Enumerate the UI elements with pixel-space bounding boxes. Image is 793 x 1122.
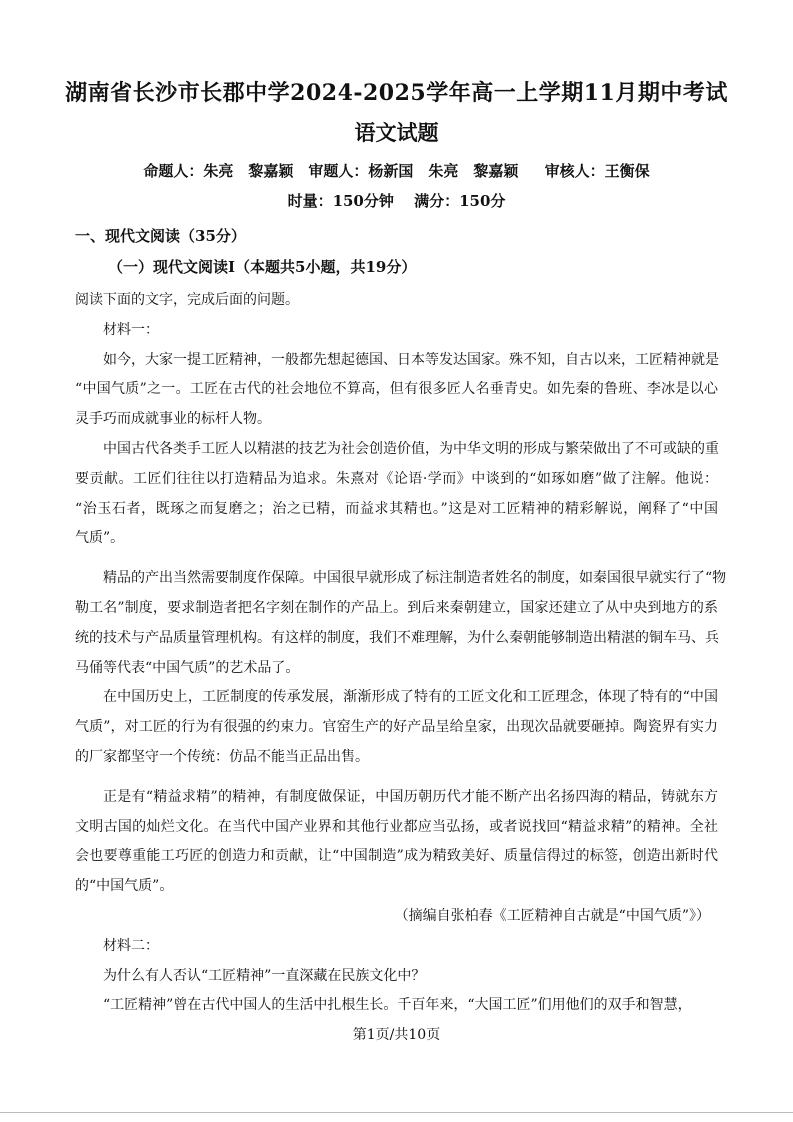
paragraph-line: 在中国历史上，工匠制度的传承发展，渐渐形成了特有的工匠文化和工匠理念，体现了特有的“中国 [103, 689, 718, 706]
paragraph-line: 统的技术与产品质量管理机构。有这样的制度，我们不难理解，为什么秦朝能够制造出精湛的铜车马、兵 [75, 629, 719, 646]
paragraph-line: 气质”。 [75, 530, 125, 547]
paragraph-line: 正是有“精益求精”的精神，有制度做保证，中国历朝历代才能不断产出名扬四海的精品，铸就东方 [103, 788, 718, 805]
paragraph [75, 435, 718, 564]
paragraph [75, 783, 718, 902]
paragraph [75, 346, 718, 435]
subsection-heading: （一）现代文阅读Ⅰ（本题共5小题，共19分） [108, 258, 417, 276]
paragraph-line: 灵手巧而成就事业的标杆人物。 [75, 411, 271, 428]
exam-title: 湖南省长沙市长郡中学2024-2025学年高一上学期11月期中考试 [65, 80, 728, 106]
page-number: 第1页/共10页 [352, 1027, 441, 1043]
passage [75, 286, 727, 1021]
material-2-question: 为什么有人否认“工匠精神”一直深藏在民族文化中？ [103, 967, 426, 984]
material-2-label: 材料二： [103, 937, 159, 954]
paragraph-line: “中国气质”之一。工匠在古代的社会地位不算高，但有很多匠人名垂青史。如先秦的鲁班、李冰是以心 [75, 381, 718, 398]
material-1-paragraphs [75, 346, 727, 902]
exam-subtitle: 语文试题 [354, 120, 439, 145]
page-edge-divider [0, 1112, 793, 1113]
paragraph [75, 683, 718, 782]
exam-time-score: 时量：150分钟 满分：150分 [287, 192, 506, 210]
paragraph-line: 要贡献。工匠们往往以打造精品为追求。朱熹对《论语·学而》中谈到的“如琢如磨”做了注解。他说： [75, 470, 718, 487]
section-heading: 一、现代文阅读（35分） [75, 227, 246, 245]
paragraph-line: 中国古代各类手工匠人以精湛的技艺为社会创造价值，为中华文明的形成与繁荣做出了不可或缺的重 [103, 440, 719, 457]
material-1-label: 材料一： [103, 321, 159, 338]
instruction: 阅读下面的文字，完成后面的问题。 [75, 292, 299, 308]
paragraph-line: 的“中国气质”。 [75, 878, 174, 895]
paragraph-line: 的厂家都坚守一个传统：仿品不能当正品出售。 [75, 748, 369, 765]
paragraph-line: 精品的产出当然需要制度作保障。中国很早就形成了标注制造者姓名的制度，如秦国很早就实行了“物 [103, 570, 727, 587]
material-2-line: “工匠精神”曾在古代中国人的生活中扎根生长。千百年来，“大国工匠”们用他们的双手和智慧， [103, 997, 692, 1014]
paragraph-line: 马俑等代表“中国气质”的艺术品了。 [75, 659, 300, 676]
paragraph-line: 气质”，对工匠的行为有很强的约束力。官窑生产的好产品呈给皇家，出现次品就要砸掉。陶瓷界有实力 [75, 719, 718, 736]
source-citation: （摘编自张柏春《工匠精神自古就是“中国气质”》） [394, 907, 710, 924]
paragraph [75, 564, 727, 683]
paragraph-line: “治玉石者，既琢之而复磨之；治之已精，而益求其精也。”这是对工匠精神的精彩解说，阐释了“中国 [75, 500, 718, 517]
paragraph-line: 勒工名”制度，要求制造者把名字刻在制作的产品上。到后来秦朝建立，国家还建立了从中央到地方的系 [75, 599, 718, 616]
paragraph-line: 如今，大家一提工匠精神，一般都先想起德国、日本等发达国家。殊不知，自古以来，工匠精神就是 [103, 351, 719, 368]
exam-authors: 命题人：朱亮 黎嘉颖 审题人：杨新国 朱亮 黎嘉颖 审核人：王衡保 [143, 162, 650, 180]
paragraph-line: 会也要尊重能工巧匠的创造力和贡献，让“中国制造”成为精致美好、质量信得过的标签，创造出新时代 [75, 848, 718, 865]
paragraph-line: 文明古国的灿烂文化。在当代中国产业界和其他行业都应当弘扬，或者说找回“精益求精”的精神。全社 [75, 818, 718, 835]
